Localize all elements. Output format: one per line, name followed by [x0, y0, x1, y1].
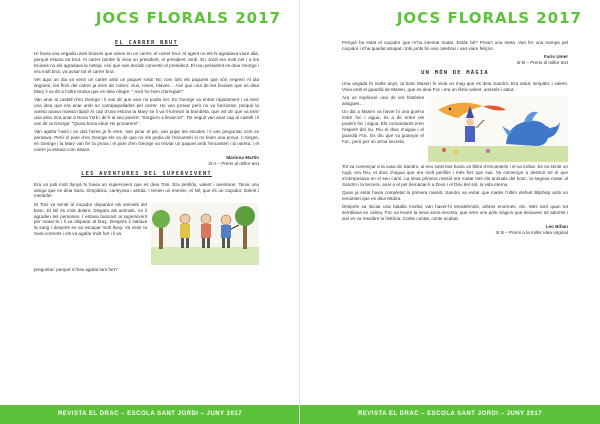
story2-signature — [342, 54, 568, 66]
story1-signature — [34, 155, 259, 167]
story2-paragraph: El Toni va sentir al caçador disparant als animals del bosc. El Nil és molt dolent. Dispara als animals, no li agraden les persones. I estava buscant al supervivent per matar-lo i li va disparar al braç. Després li saltava la sang i després es va escapar molt lluny. Va venir la Sara corrents i els va agafar molt fort i li va — [34, 201, 147, 237]
story3-signature — [342, 224, 568, 236]
left-footer: REVISTA EL DRAC – ESCOLA SANT JORDI – JUNY 2017 — [0, 405, 300, 424]
story3-paragraph: Una vegada fa molts anys, al bosc Masen hi vivia un mag que es deia Sandro. Era astut, simpàtic i valent. Vivia amb el guardià de Masen, que es deia Foc i era un fènix valent, amistós i astut. — [342, 80, 568, 92]
story3-paragraph: Quan ja estat havia completat la primera missió, Sandro va evitar que matés l’últim elefant Bilphisp amb un encanteri que es deia Mubra. — [342, 190, 568, 201]
story3-illustrated-block — [342, 95, 568, 164]
story3-author: Leo Bihan — [545, 224, 568, 230]
story2-paragraph: preguntar: perquè m’has agafat tant fort? — [34, 266, 118, 272]
story1-paragraph: Van agafar l’avió i en dos hores ja hi eren. Van picar al pis, van pujar les escales i li van preguntar com es pensava. Però el pare d’en George els va dir que no els podia dir l’encanteri si no feien una prova. L’Alegre, en George i la Mary van fer la prova i el pare d’en George va enviar un paquet amb l’encanteri i la vareta, i el carrer ja estava com abans. — [34, 129, 259, 152]
story2-paragraph: Era un poli molt llunyà hi havia un supervivent que es deia Toni. Era perillós, valent i aventurer. Tenia una amiga que es deia Sara. Simpàtica, carinyosa i astuta. I tenien un enemic, el Nil, que és un caçador, dolent i mentider. — [34, 181, 259, 199]
story3-award: 3r B – Premi a la millor idea original — [495, 230, 568, 236]
story1-paragraph: Van anar al castell d’en George i li van dir que això no podia ser. En George va entrar ràpidament i va tenir una idea que era anar amb un carrapapallades pel carrer. Ho van provar però no va funcionar, perquè la vareta anava massa ràpid! Al cap d’una estona la Mary se li va il·luminar la bombeta, que vol dir que va tenir una idea. Era anar a Nova York i dir-li al seu parent: “Sorgà-lo a llevar-lo!”. Tot seguit van anar cap al castell i li van dir al George: “Quina bona idea! Ho provarem!”. — [34, 97, 259, 126]
story3-paragraph: Un dia a Masen va haver hi una guerra entre foc i aigua, és a dir entre els poders foc i aigua. Els comandants eren l’esperit del riu, Riu el drac d’aigua i el guardià Foc. Es diu que va guanyar el Foc, però per un arma secreta. — [342, 109, 424, 144]
story1-author: Mariona Martín — [226, 155, 259, 161]
survivor-drawing-illustration — [151, 203, 259, 265]
story3-paragraph: Després va iniciar una batalla mortal, van haver-hi terratrèmols, arbres enormes, etc. Més tard quan tot semblava en calma, Foc va treure la seva arma secreta, que eren uns pols màgics que deixaven tot adormit i així es va resoldre la història. Conte contat, conte acabat. — [342, 204, 568, 222]
right-page — [300, 0, 600, 424]
story3-paragraph: Tot va començar a la casa de Sandro, al seu soterrani havia un llibre d’encanteris i el va trobar. Es va sentir un rugit, era Riu, el drac d’aigua que era molt perillós i més fort que mai. Va començar a destruir tot el que s’interposava en el seu camí. La seva primera missió era matar tots els animals del bosc, la segona matar al Sandro i la tercera, anar a el pel demanar-li a Zeus i el Déu del sol, la vida eterna. — [342, 164, 568, 187]
story1-award: 3r A – Premi al millor text — [208, 160, 259, 166]
story2-title: LES AVENTURES DEL SUPERVIVENT — [81, 170, 212, 177]
story2-illustrated-block — [34, 202, 259, 267]
left-header-title: JOCS FLORALS 2017 — [95, 9, 281, 27]
story1-paragraph: Hi havia una vegada unes bruixes que vivien en un carrer, el carrer brut. Al agent no els hi agradava viure allà, perquè estava tot brut. Al carrer també hi vivia un president, el president Jordi. En Jordi era molt net i a les bruixes no els agradava la neteja. Així que van decidir convertir el president. El nou president es deia George i era molt brut, va posar tot el carrer brut. — [34, 51, 259, 74]
right-footer: REVISTA EL DRAC – ESCOLA SANT JORDI – JUNY 2017 — [300, 405, 600, 424]
right-header-title: JOCS FLORALS 2017 — [396, 9, 582, 27]
story2-continuation: Perquè ha estat el caçador que m’ha intentat matar. Estàs bé? Posa’t una tireta. Van fer una trampa pel caçador i s’ha quedat atrapat i tots junts ho van celebrar i van viure feliços. — [342, 40, 568, 51]
story2-author: Faris Umer — [543, 54, 568, 60]
left-page-body — [34, 40, 259, 400]
story3-title: UN MÓN DE MÀGIA — [421, 69, 489, 76]
story2-award: 3r B – Premi al millor text — [516, 60, 568, 65]
story3-paragraph: Ara us explicaré una de les històries antigues… — [342, 95, 424, 106]
right-page-body — [342, 40, 568, 400]
story1-paragraph: Vet aquí un dia va venir un carter amb un paquet rosa! No com tots els paquets que són negres! Al dia següent, les flors del carrer ja eren de colors: vius, roses, blaves… Així que una de les bruixes que es deia Mary li va dir a l’altre bruixa que es deia Alegre: “ Això ho hem d’arreglar!”. — [34, 77, 259, 94]
story1-title: EL CARRER BRUT — [114, 40, 179, 46]
magic-world-drawing-illustration — [428, 96, 568, 162]
